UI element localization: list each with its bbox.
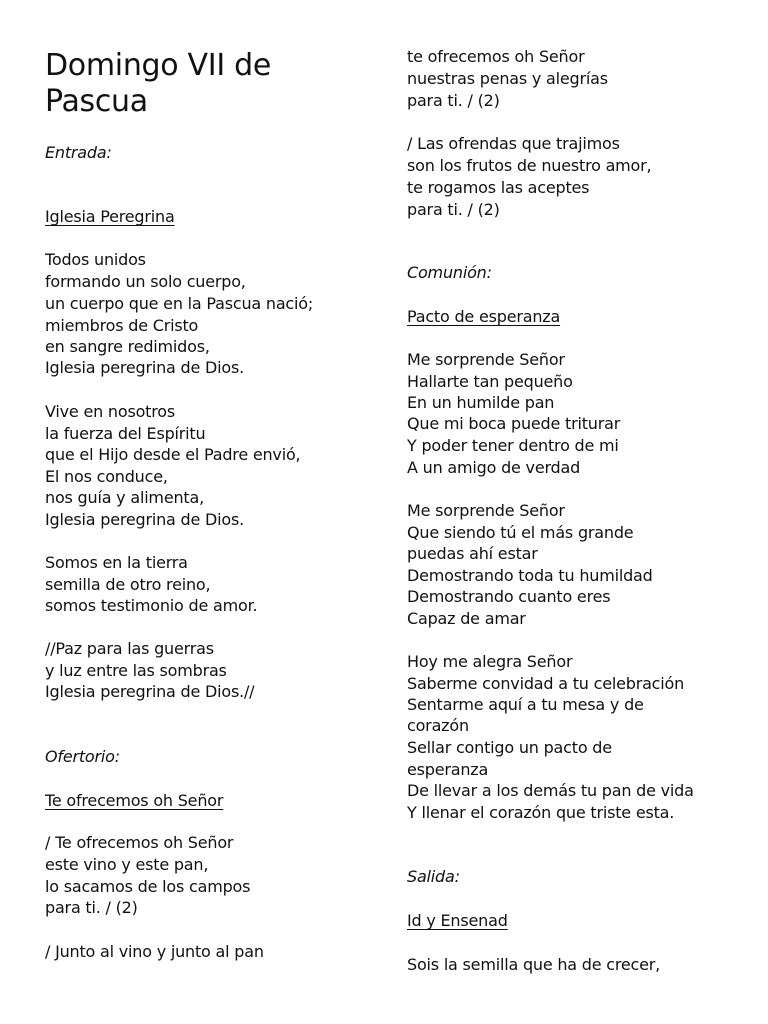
lyric-line: Somos en la tierra xyxy=(45,553,188,572)
lyric-line: / Te ofrecemos oh Señor xyxy=(45,833,234,852)
lyric-line: Demostrando toda tu humildad xyxy=(407,566,653,585)
section-label-salida: Salida: xyxy=(407,867,460,886)
lyric-line: miembros de Cristo xyxy=(45,316,199,335)
lyric-line: te ofrecemos oh Señor xyxy=(407,47,585,66)
lyric-line: te rogamos las aceptes xyxy=(407,178,590,197)
lyric-line: que el Hijo desde el Padre envió, xyxy=(45,445,301,464)
lyric-line: Iglesia peregrina de Dios. xyxy=(45,510,244,529)
lyric-line: un cuerpo que en la Pascua nació; xyxy=(45,294,314,313)
page-title-line-2: Pascua xyxy=(45,84,148,119)
lyric-line: Capaz de amar xyxy=(407,609,526,628)
lyric-line: para ti. / (2) xyxy=(407,200,500,219)
lyric-line: Sellar contigo un pacto de xyxy=(407,738,612,757)
lyric-line: Vive en nosotros xyxy=(45,402,175,421)
lyric-line: nos guía y alimenta, xyxy=(45,488,204,507)
lyric-line: para ti. / (2) xyxy=(45,898,138,917)
lyric-line: El nos conduce, xyxy=(45,467,168,486)
lyric-line: Iglesia peregrina de Dios.// xyxy=(45,682,255,701)
lyric-line: //Paz para las guerras xyxy=(45,639,214,658)
lyric-line: este vino y este pan, xyxy=(45,855,209,874)
lyric-line: Demostrando cuanto eres xyxy=(407,587,611,606)
lyric-line: Me sorprende Señor xyxy=(407,501,565,520)
song-title-salida: Id y Ensenad xyxy=(407,911,508,930)
lyric-line: Sois la semilla que ha de crecer, xyxy=(407,955,661,974)
song-title-comunion: Pacto de esperanza xyxy=(407,307,561,326)
lyric-line: / Junto al vino y junto al pan xyxy=(45,942,264,961)
lyric-line: la fuerza del Espíritu xyxy=(45,424,206,443)
page-title-line-1: Domingo VII de xyxy=(45,48,272,83)
lyric-line: Iglesia peregrina de Dios. xyxy=(45,358,244,377)
lyric-line: puedas ahí estar xyxy=(407,544,538,563)
song-title-ofertorio: Te ofrecemos oh Señor xyxy=(45,791,224,810)
section-label-comunion: Comunión: xyxy=(407,263,492,282)
song-title-entrada: Iglesia Peregrina xyxy=(45,207,175,226)
lyric-line: formando un solo cuerpo, xyxy=(45,272,246,291)
lyric-line: Que mi boca puede triturar xyxy=(407,414,621,433)
section-label-ofertorio: Ofertorio: xyxy=(45,747,120,766)
lyric-line: Hallarte tan pequeño xyxy=(407,372,573,391)
lyric-line: esperanza xyxy=(407,760,489,779)
lyric-line: son los frutos de nuestro amor, xyxy=(407,156,652,175)
lyric-line: lo sacamos de los campos xyxy=(45,877,251,896)
lyric-line: en sangre redimidos, xyxy=(45,337,210,356)
lyric-line: nuestras penas y alegrías xyxy=(407,69,608,88)
lyric-line: En un humilde pan xyxy=(407,393,555,412)
lyric-line: A un amigo de verdad xyxy=(407,458,581,477)
lyric-line: somos testimonio de amor. xyxy=(45,596,258,615)
lyric-line: De llevar a los demás tu pan de vida xyxy=(407,781,694,800)
lyric-line: Saberme convidad a tu celebración xyxy=(407,674,685,693)
section-label-entrada: Entrada: xyxy=(45,143,112,162)
lyric-line: corazón xyxy=(407,716,469,735)
lyric-line: Todos unidos xyxy=(45,250,146,269)
lyric-line: semilla de otro reino, xyxy=(45,575,211,594)
lyric-line: Y poder tener dentro de mi xyxy=(407,436,619,455)
lyric-line: Sentarme aquí a tu mesa y de xyxy=(407,695,644,714)
lyric-line: / Las ofrendas que trajimos xyxy=(407,134,620,153)
lyric-line: Que siendo tú el más grande xyxy=(407,523,634,542)
lyric-line: Me sorprende Señor xyxy=(407,350,565,369)
lyric-line: y luz entre las sombras xyxy=(45,661,227,680)
lyric-line: Y llenar el corazón que triste esta. xyxy=(407,803,675,822)
lyric-line: para ti. / (2) xyxy=(407,91,500,110)
lyric-line: Hoy me alegra Señor xyxy=(407,652,573,671)
